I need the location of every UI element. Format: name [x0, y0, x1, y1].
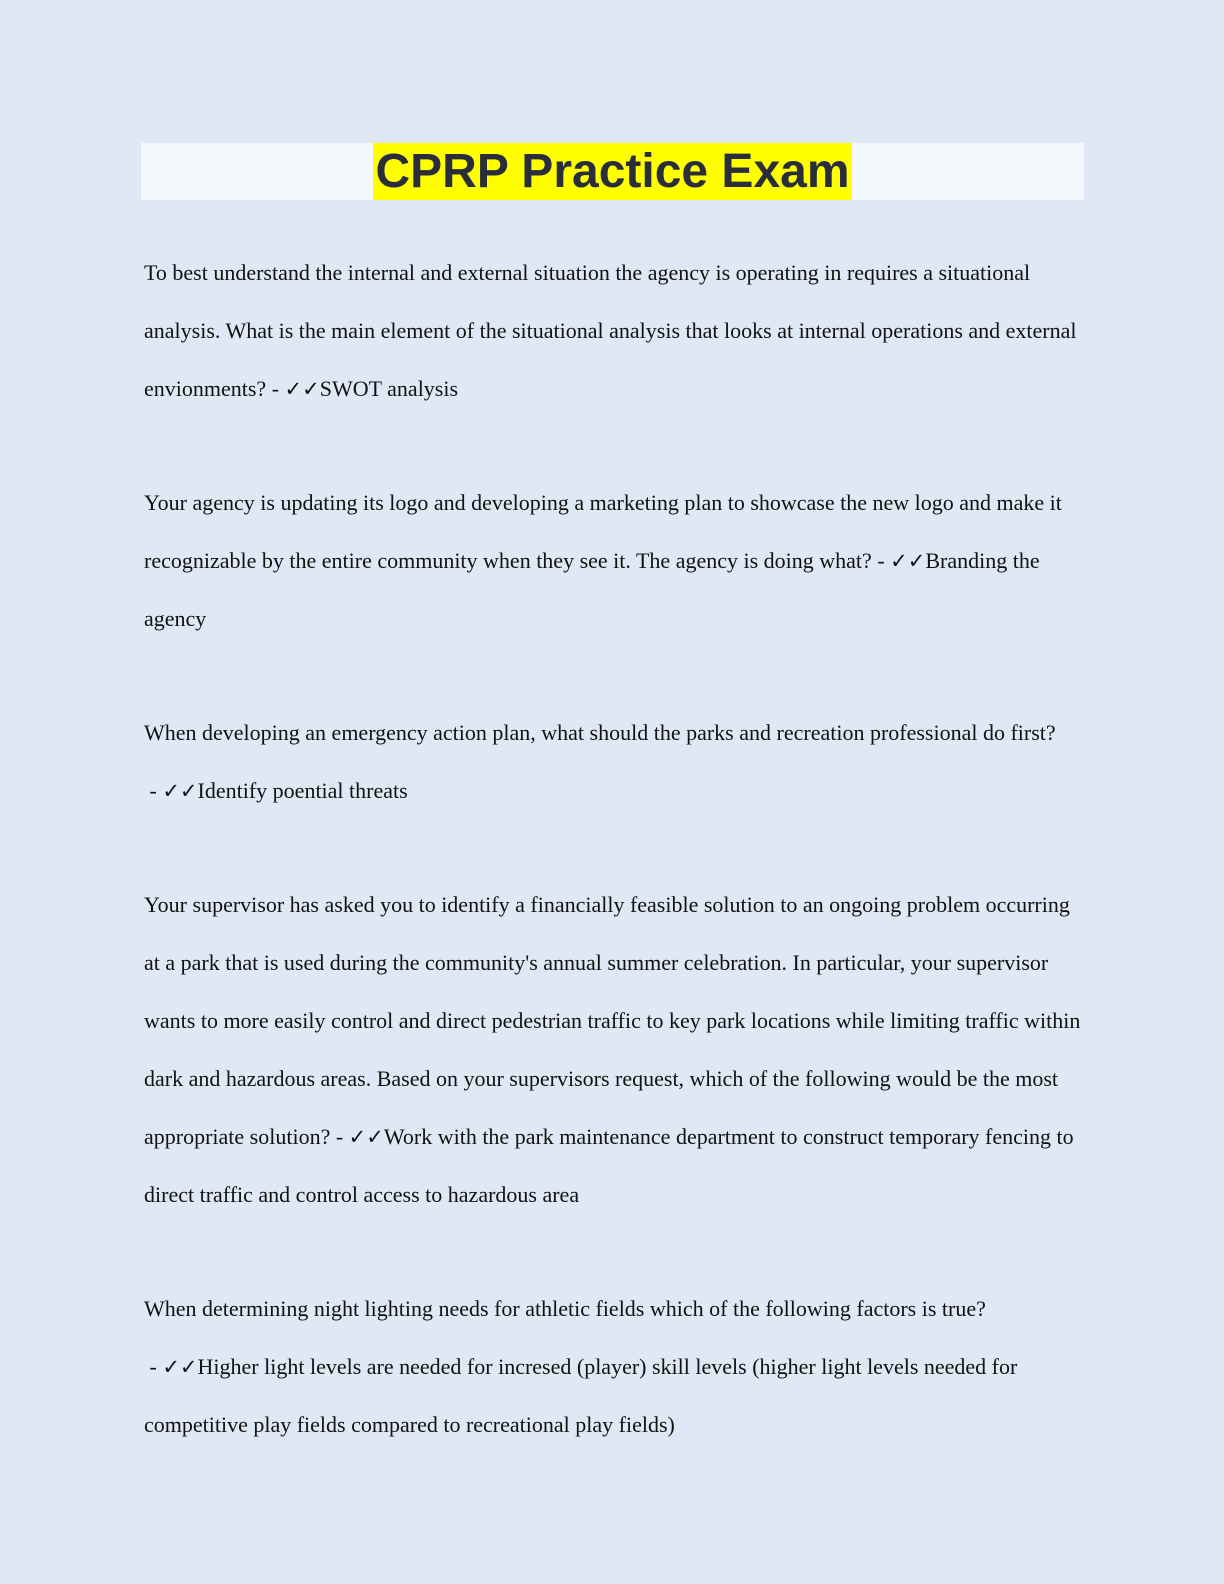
- answer-separator: -: [144, 778, 163, 803]
- question-text: When developing an emergency action plan, what should the parks and recreation professional do first?: [144, 720, 1056, 745]
- title-band: [141, 143, 1084, 200]
- question-text: When determining night lighting needs for athletic fields which of the following factors is true?: [144, 1296, 986, 1321]
- answer-text: Branding the agency: [144, 548, 1040, 631]
- answer-separator: -: [330, 1124, 349, 1149]
- answer-text: Work with the park maintenance department to construct temporary fencing to direct traffic and control access to hazardous area: [144, 1124, 1074, 1207]
- double-check-icon: ✓✓: [890, 549, 926, 573]
- double-check-icon: ✓✓: [162, 779, 198, 803]
- answer-separator: -: [266, 376, 285, 401]
- document-title: CPRP Practice Exam: [375, 145, 850, 198]
- double-check-icon: ✓✓: [162, 1355, 198, 1379]
- answer-separator: -: [871, 548, 891, 573]
- question-text: Your supervisor has asked you to identify a financially feasible solution to an ongoing problem occurring at a park that is used during the community's annual summer celebration. In particular, your supervisor wants to more easily control and direct pedestrian traffic to key park locations while limiting traffic within dark and hazardous areas. Based on your supervisors request, which of the following would be the most appropriate solution?: [144, 892, 1081, 1149]
- answer-text: SWOT analysis: [319, 376, 459, 401]
- question-text: Your agency is updating its logo and developing a marketing plan to showcase the new logo and make it recognizable by the entire community when they see it. The agency is doing what?: [144, 490, 1062, 573]
- qa-item-3: [144, 704, 1084, 820]
- qa-item-1: [144, 244, 1084, 418]
- double-check-icon: ✓✓: [284, 377, 320, 401]
- qa-item-4: [144, 876, 1084, 1224]
- answer-separator: -: [144, 1354, 163, 1379]
- answer-text: Identify poential threats: [197, 778, 408, 803]
- qa-item-5: [144, 1280, 1084, 1454]
- answer-text: Higher light levels are needed for incresed (player) skill levels (higher light levels needed for competitive play fields compared to recreational play fields): [144, 1354, 1018, 1437]
- qa-list: [144, 244, 1084, 1510]
- double-check-icon: ✓✓: [348, 1125, 384, 1149]
- qa-item-2: [144, 474, 1084, 648]
- question-text: To best understand the internal and external situation the agency is operating in requires a situational analysis. What is the main element of the situational analysis that looks at internal operations and external envionments?: [144, 260, 1077, 401]
